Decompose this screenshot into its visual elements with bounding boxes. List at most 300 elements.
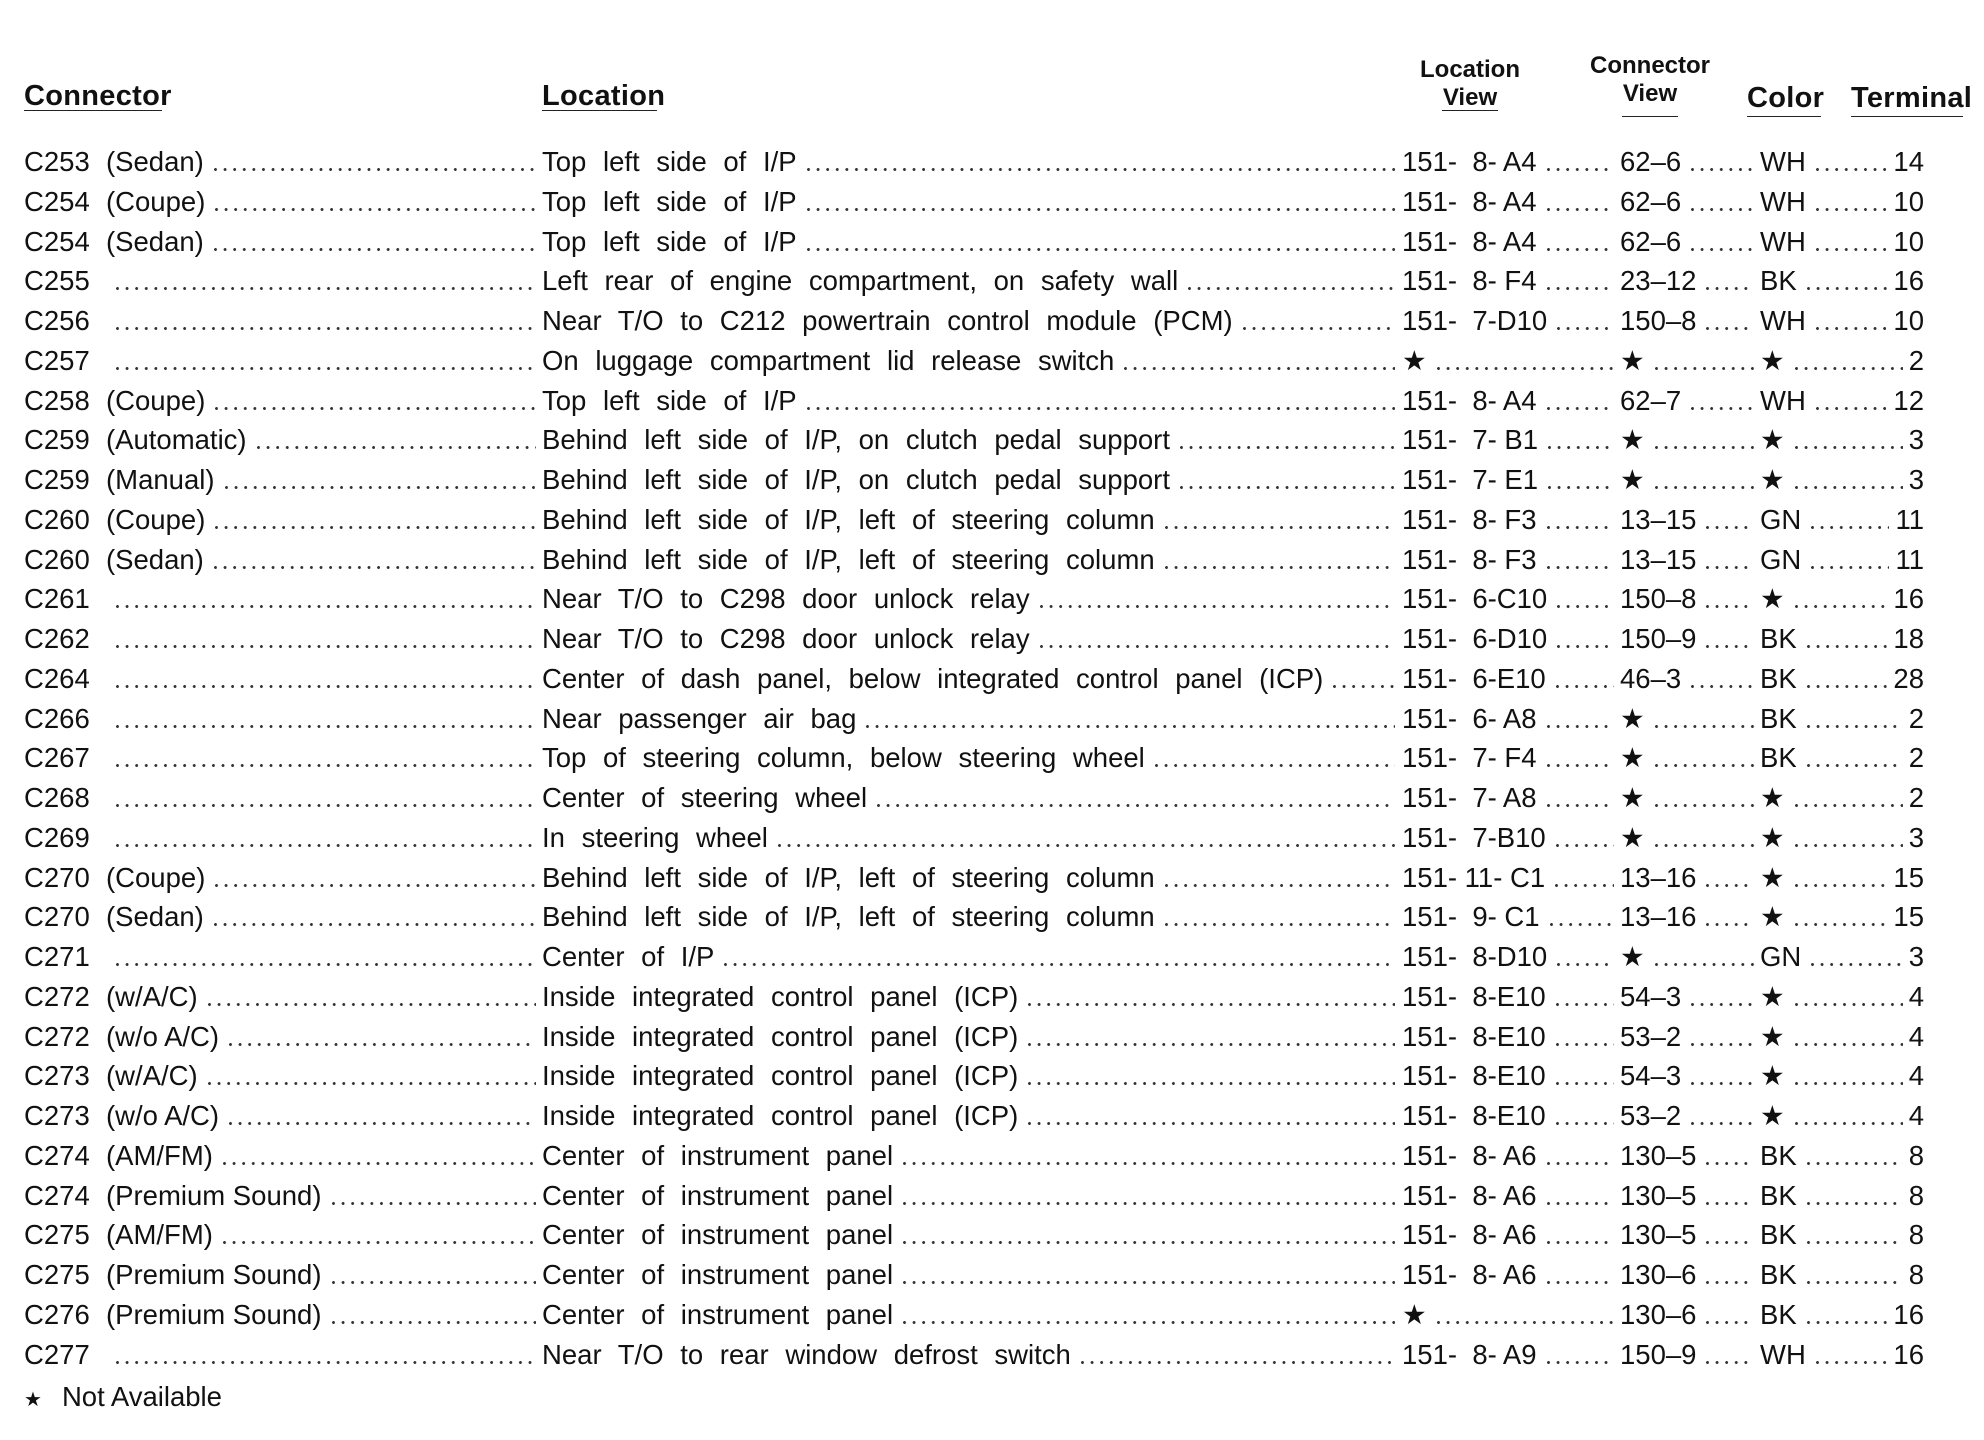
terminal-count: 2 — [1908, 344, 1924, 376]
terminal-count: 10 — [1893, 225, 1924, 257]
dot-leader — [1691, 381, 1754, 421]
location-text: Top of steering column, below steering wheel — [542, 742, 1145, 774]
dot-leader — [1706, 261, 1754, 301]
connector-view: 130–6 — [1620, 1259, 1697, 1290]
connector-variant: (Coupe) — [106, 503, 206, 535]
location-text: Behind left side of I/P, left of steering column — [542, 503, 1155, 535]
table-row — [0, 222, 1984, 262]
dot-leader — [1706, 540, 1754, 580]
dot-leader — [1557, 301, 1614, 341]
dot-leader — [1556, 659, 1614, 699]
connector-view: 62–6 — [1620, 185, 1682, 217]
wire-color: BK — [1760, 742, 1797, 774]
dot-leader — [1028, 1017, 1395, 1057]
dot-leader — [903, 1255, 1395, 1295]
connector-id: C260 — [24, 503, 90, 535]
wire-color: ★ — [1760, 424, 1785, 456]
table-row — [0, 500, 1984, 540]
dot-leader — [332, 1255, 537, 1295]
wire-color: GN — [1760, 941, 1802, 972]
dot-leader — [214, 222, 536, 262]
dot-leader — [1548, 460, 1614, 500]
connector-id: C258 — [24, 384, 90, 416]
location-view: 151- 9- C1 — [1402, 901, 1540, 933]
location-text: Near T/O to C212 powertrain control module (PCM) — [542, 305, 1233, 336]
dot-leader — [1547, 1255, 1614, 1295]
dot-leader — [1188, 261, 1395, 301]
dot-leader — [1795, 977, 1903, 1017]
dot-leader — [1655, 937, 1754, 977]
connector-view: 62–6 — [1620, 146, 1682, 177]
dot-leader — [1333, 659, 1395, 699]
dot-leader — [1795, 858, 1888, 898]
location-text: Behind left side of I/P, left of steering column — [542, 901, 1155, 933]
dot-leader — [1691, 142, 1754, 182]
wire-color: BK — [1760, 1298, 1797, 1330]
dot-leader — [1437, 341, 1614, 381]
dot-leader — [1155, 738, 1395, 778]
location-view: 151- 8-E10 — [1402, 1100, 1546, 1131]
connector-view: 13–15 — [1620, 503, 1697, 535]
terminal-count: 16 — [1893, 1338, 1924, 1370]
connector-variant: (AM/FM) — [106, 1139, 213, 1171]
wire-color: BK — [1760, 1179, 1797, 1211]
dot-leader — [1816, 1335, 1888, 1375]
location-view: 151- 6- A8 — [1402, 702, 1537, 734]
location-text: Near T/O to C298 door unlock relay — [542, 623, 1030, 654]
terminal-count: 11 — [1895, 503, 1924, 535]
dot-leader — [1028, 1056, 1395, 1096]
terminal-count: 3 — [1908, 821, 1924, 853]
location-view: 151- 8- A4 — [1402, 185, 1537, 217]
wire-color: ★ — [1760, 861, 1785, 893]
dot-leader — [1807, 1255, 1903, 1295]
dot-leader — [116, 261, 536, 301]
terminal-count: 16 — [1893, 265, 1924, 297]
connector-id: C254 — [24, 185, 90, 217]
connector-variant: (Coupe) — [106, 185, 206, 217]
wire-color: ★ — [1760, 782, 1785, 813]
table-row — [0, 818, 1984, 858]
connector-view: ★ — [1620, 742, 1645, 774]
location-view: 151- 8- F3 — [1402, 543, 1537, 575]
table-row — [0, 579, 1984, 619]
location-text: Center of instrument panel — [542, 1179, 894, 1211]
table-row — [0, 1295, 1984, 1335]
location-view: 151- 7- F4 — [1402, 742, 1537, 774]
location-view: 151- 7- A8 — [1402, 782, 1537, 813]
dot-leader — [903, 1136, 1395, 1176]
dot-leader — [1180, 460, 1395, 500]
connector-id: C260 — [24, 543, 90, 575]
dot-leader — [223, 1215, 536, 1255]
connector-view: ★ — [1620, 941, 1645, 972]
wire-color: GN — [1760, 543, 1802, 575]
connector-id: C272 — [24, 1020, 90, 1052]
dot-leader — [1795, 1056, 1903, 1096]
wire-color: WH — [1760, 225, 1806, 257]
dot-leader — [1807, 1176, 1903, 1216]
connector-id: C271 — [24, 941, 90, 972]
dot-leader — [1040, 619, 1395, 659]
dot-leader — [1795, 460, 1903, 500]
header-color: Color — [1747, 82, 1825, 114]
terminal-count: 4 — [1908, 980, 1924, 1012]
dot-leader — [1557, 619, 1614, 659]
header-location-view-line1: Location — [1420, 56, 1520, 83]
connector-id: C253 — [24, 146, 90, 177]
dot-leader — [116, 738, 536, 778]
connector-variant: (Sedan) — [106, 543, 204, 575]
connector-variant: (w/A/C) — [106, 1060, 198, 1092]
connector-id: C275 — [24, 1259, 90, 1290]
connector-view: 46–3 — [1620, 662, 1682, 694]
wire-color: ★ — [1760, 1020, 1785, 1052]
location-text: On luggage compartment lid release switch — [542, 344, 1115, 376]
dot-leader — [214, 897, 536, 937]
terminal-count: 8 — [1908, 1179, 1924, 1211]
location-text: Behind left side of I/P, on clutch pedal support — [542, 424, 1170, 456]
connector-view: ★ — [1620, 702, 1645, 734]
dot-leader — [1165, 858, 1395, 898]
dot-leader — [1691, 977, 1754, 1017]
wire-color: BK — [1760, 662, 1797, 694]
table-row — [0, 1056, 1984, 1096]
wire-color: ★ — [1760, 464, 1785, 495]
dot-leader — [1547, 1136, 1614, 1176]
location-view: 151- 6-C10 — [1402, 583, 1548, 615]
dot-leader — [903, 1176, 1395, 1216]
wire-color: ★ — [1760, 901, 1785, 933]
dot-leader — [225, 460, 536, 500]
dot-leader — [1691, 659, 1754, 699]
dot-leader — [1556, 1056, 1614, 1096]
dot-leader — [257, 420, 536, 460]
dot-leader — [1816, 142, 1888, 182]
location-view: 151- 6-D10 — [1402, 623, 1548, 654]
location-text: Inside integrated control panel (ICP) — [542, 1060, 1019, 1092]
dot-leader — [229, 1017, 536, 1057]
dot-leader — [1548, 420, 1614, 460]
header-location: Location — [542, 80, 666, 112]
terminal-count: 10 — [1893, 185, 1924, 217]
location-text: Inside integrated control panel (ICP) — [542, 980, 1019, 1012]
dot-leader — [1547, 500, 1614, 540]
terminal-count: 15 — [1893, 901, 1924, 933]
connector-id: C259 — [24, 424, 90, 456]
connector-id: C274 — [24, 1139, 90, 1171]
table-row — [0, 897, 1984, 937]
dot-leader — [1655, 699, 1754, 739]
connector-view: ★ — [1620, 424, 1645, 456]
table-row — [0, 1176, 1984, 1216]
header-location-view-line2: View — [1442, 84, 1498, 111]
wire-color: ★ — [1760, 1100, 1785, 1131]
connector-view: ★ — [1620, 344, 1645, 376]
wire-color: WH — [1760, 1338, 1806, 1370]
connector-variant: (Premium Sound) — [106, 1179, 322, 1211]
dot-leader — [116, 778, 536, 818]
header-connector-view-line1: Connector — [1590, 52, 1710, 79]
location-text: Top left side of I/P — [542, 225, 797, 257]
dot-leader — [1811, 500, 1889, 540]
connector-id: C254 — [24, 225, 90, 257]
connector-view: 130–5 — [1620, 1219, 1697, 1251]
header-connector-view-line2: View — [1622, 80, 1678, 107]
connector-variant: (Coupe) — [106, 384, 206, 416]
location-view: 151- 8- A6 — [1402, 1259, 1537, 1290]
table-row — [0, 1335, 1984, 1375]
dot-leader — [1795, 778, 1903, 818]
dot-leader — [1555, 858, 1614, 898]
dot-leader — [1547, 182, 1614, 222]
terminal-count: 4 — [1908, 1100, 1924, 1131]
connector-id: C261 — [24, 583, 90, 615]
wire-color: WH — [1760, 185, 1806, 217]
dot-leader — [1706, 1176, 1754, 1216]
dot-leader — [223, 1136, 536, 1176]
location-text: Inside integrated control panel (ICP) — [542, 1020, 1019, 1052]
location-text: Center of instrument panel — [542, 1219, 894, 1251]
location-text: Behind left side of I/P, left of steering column — [542, 543, 1155, 575]
dot-leader — [1557, 579, 1614, 619]
dot-leader — [1807, 1136, 1903, 1176]
dot-leader — [1547, 222, 1614, 262]
dot-leader — [1547, 1176, 1614, 1216]
dot-leader — [116, 341, 536, 381]
dot-leader — [1165, 540, 1395, 580]
dot-leader — [1691, 1017, 1754, 1057]
location-text: Inside integrated control panel (ICP) — [542, 1100, 1019, 1131]
location-view: 151- 7- E1 — [1402, 464, 1539, 495]
connector-id: C267 — [24, 742, 90, 774]
dot-leader — [1655, 460, 1754, 500]
location-view: 151- 8-E10 — [1402, 1060, 1546, 1092]
location-view: 151- 8-E10 — [1402, 1020, 1546, 1052]
location-text: Near passenger air bag — [542, 702, 857, 734]
location-text: Behind left side of I/P, on clutch pedal support — [542, 464, 1170, 495]
terminal-count: 18 — [1893, 623, 1924, 654]
location-text: Center of steering wheel — [542, 782, 868, 813]
location-text: Top left side of I/P — [542, 384, 797, 416]
connector-view: 23–12 — [1620, 265, 1697, 297]
table-row — [0, 381, 1984, 421]
footnote-text: Not Available — [61, 1381, 222, 1412]
connector-view: 130–6 — [1620, 1298, 1697, 1330]
connector-variant: (Sedan) — [106, 901, 204, 933]
wire-color: GN — [1760, 503, 1802, 535]
dot-leader — [1706, 301, 1754, 341]
table-row — [0, 738, 1984, 778]
dot-leader — [1557, 937, 1614, 977]
dot-leader — [1556, 1096, 1614, 1136]
terminal-count: 4 — [1908, 1060, 1924, 1092]
table-row — [0, 778, 1984, 818]
wire-color: BK — [1760, 623, 1797, 654]
connector-id: C257 — [24, 344, 90, 376]
connector-view: ★ — [1620, 782, 1645, 813]
location-view: 151- 8- F4 — [1402, 265, 1537, 297]
terminal-count: 2 — [1908, 742, 1924, 774]
location-text: Center of I/P — [542, 941, 715, 972]
dot-leader — [215, 182, 536, 222]
terminal-count: 8 — [1908, 1219, 1924, 1251]
dot-leader — [215, 500, 536, 540]
connector-view: 54–3 — [1620, 1060, 1682, 1092]
location-text: Near T/O to C298 door unlock relay — [542, 583, 1030, 615]
location-view: 151- 6-E10 — [1402, 662, 1546, 694]
terminal-count: 3 — [1908, 424, 1924, 456]
header-connector: Connector — [24, 80, 172, 112]
wire-color: WH — [1760, 384, 1806, 416]
dot-leader — [1556, 818, 1614, 858]
dot-leader — [1655, 818, 1754, 858]
connector-id: C268 — [24, 782, 90, 813]
dot-leader — [1165, 897, 1395, 937]
terminal-count: 3 — [1908, 941, 1924, 972]
location-view: 151- 7-D10 — [1402, 305, 1548, 336]
dot-leader — [1706, 858, 1754, 898]
dot-leader — [1706, 1136, 1754, 1176]
dot-leader — [1706, 1255, 1754, 1295]
dot-leader — [1547, 1215, 1614, 1255]
dot-leader — [877, 778, 1395, 818]
dot-leader — [1816, 301, 1888, 341]
location-text: Near T/O to rear window defrost switch — [542, 1338, 1071, 1370]
dot-leader — [116, 818, 536, 858]
location-text: Left rear of engine compartment, on safety wall — [542, 265, 1179, 297]
dot-leader — [1807, 1215, 1903, 1255]
terminal-count: 2 — [1908, 782, 1924, 813]
wire-color: WH — [1760, 305, 1806, 336]
dot-leader — [116, 699, 536, 739]
terminal-count: 8 — [1908, 1139, 1924, 1171]
location-view: 151- 8- A6 — [1402, 1219, 1537, 1251]
connector-id: C277 — [24, 1338, 90, 1370]
location-view: 151- 8- A4 — [1402, 384, 1537, 416]
connector-variant: (Sedan) — [106, 225, 204, 257]
connector-view: 13–15 — [1620, 543, 1697, 575]
connector-variant: (Premium Sound) — [106, 1259, 322, 1290]
location-text: Top left side of I/P — [542, 185, 797, 217]
dot-leader — [1165, 500, 1395, 540]
dot-leader — [903, 1215, 1395, 1255]
dot-leader — [1811, 937, 1902, 977]
dot-leader — [229, 1096, 536, 1136]
table-row — [0, 1017, 1984, 1057]
dot-leader — [116, 619, 536, 659]
table-row — [0, 540, 1984, 580]
dot-leader — [1243, 301, 1395, 341]
location-text: Behind left side of I/P, left of steering column — [542, 861, 1155, 893]
dot-leader — [1706, 500, 1754, 540]
connector-view: 150–8 — [1620, 305, 1697, 336]
location-text: Center of instrument panel — [542, 1139, 894, 1171]
connector-id: C269 — [24, 821, 90, 853]
dot-leader — [208, 1056, 536, 1096]
connector-id: C256 — [24, 305, 90, 336]
terminal-count: 11 — [1895, 543, 1924, 575]
terminal-count: 2 — [1908, 702, 1924, 734]
connector-variant: (Sedan) — [106, 146, 204, 177]
dot-leader — [1795, 420, 1903, 460]
location-text: In steering wheel — [542, 821, 768, 853]
dot-leader — [116, 1335, 536, 1375]
dot-leader — [1655, 341, 1754, 381]
connector-id: C270 — [24, 861, 90, 893]
terminal-count: 12 — [1893, 384, 1924, 416]
connector-view: 13–16 — [1620, 901, 1697, 933]
dot-leader — [215, 858, 536, 898]
wire-color: ★ — [1760, 821, 1785, 853]
dot-leader — [1811, 540, 1889, 580]
connector-id: C275 — [24, 1219, 90, 1251]
dot-leader — [1807, 738, 1903, 778]
connector-view: 62–6 — [1620, 225, 1682, 257]
location-text: Center of dash panel, below integrated control panel (ICP) — [542, 662, 1324, 694]
dot-leader — [1437, 1295, 1614, 1335]
connector-id: C273 — [24, 1060, 90, 1092]
connector-view: 62–7 — [1620, 384, 1682, 416]
terminal-count: 15 — [1893, 861, 1924, 893]
table-row — [0, 261, 1984, 301]
connector-variant: (w/o A/C) — [106, 1100, 220, 1131]
dot-leader — [1550, 897, 1614, 937]
location-view: ★ — [1402, 344, 1427, 376]
dot-leader — [1795, 341, 1903, 381]
connector-view: 13–16 — [1620, 861, 1697, 893]
dot-leader — [1706, 1295, 1754, 1335]
footnote — [24, 1381, 222, 1413]
dot-leader — [1547, 540, 1614, 580]
dot-leader — [1706, 1335, 1754, 1375]
dot-leader — [807, 142, 1395, 182]
wire-color: WH — [1760, 146, 1806, 177]
table-row — [0, 420, 1984, 460]
terminal-count: 28 — [1893, 662, 1924, 694]
table-row — [0, 182, 1984, 222]
location-view: 151- 8-E10 — [1402, 980, 1546, 1012]
location-text: Top left side of I/P — [542, 146, 797, 177]
connector-view: 53–2 — [1620, 1100, 1682, 1131]
dot-leader — [214, 540, 536, 580]
star-icon: ★ — [24, 1389, 42, 1411]
dot-leader — [214, 142, 536, 182]
table-row — [0, 1255, 1984, 1295]
connector-view: 150–9 — [1620, 623, 1697, 654]
connector-id: C274 — [24, 1179, 90, 1211]
terminal-count: 8 — [1908, 1259, 1924, 1290]
connector-view: 150–8 — [1620, 583, 1697, 615]
table-row — [0, 1215, 1984, 1255]
dot-leader — [778, 818, 1395, 858]
connector-id: C273 — [24, 1100, 90, 1131]
connector-variant: (Manual) — [106, 464, 215, 495]
terminal-count: 10 — [1893, 305, 1924, 336]
table-row — [0, 1096, 1984, 1136]
dot-leader — [332, 1295, 537, 1335]
table-row — [0, 619, 1984, 659]
connector-variant: (AM/FM) — [106, 1219, 213, 1251]
connector-view: ★ — [1620, 821, 1645, 853]
location-view: 151- 8- A4 — [1402, 146, 1537, 177]
dot-leader — [1816, 222, 1888, 262]
dot-leader — [215, 381, 536, 421]
dot-leader — [1816, 182, 1888, 222]
dot-leader — [1655, 738, 1754, 778]
location-view: 151- 8- A9 — [1402, 1338, 1537, 1370]
dot-leader — [1028, 977, 1395, 1017]
